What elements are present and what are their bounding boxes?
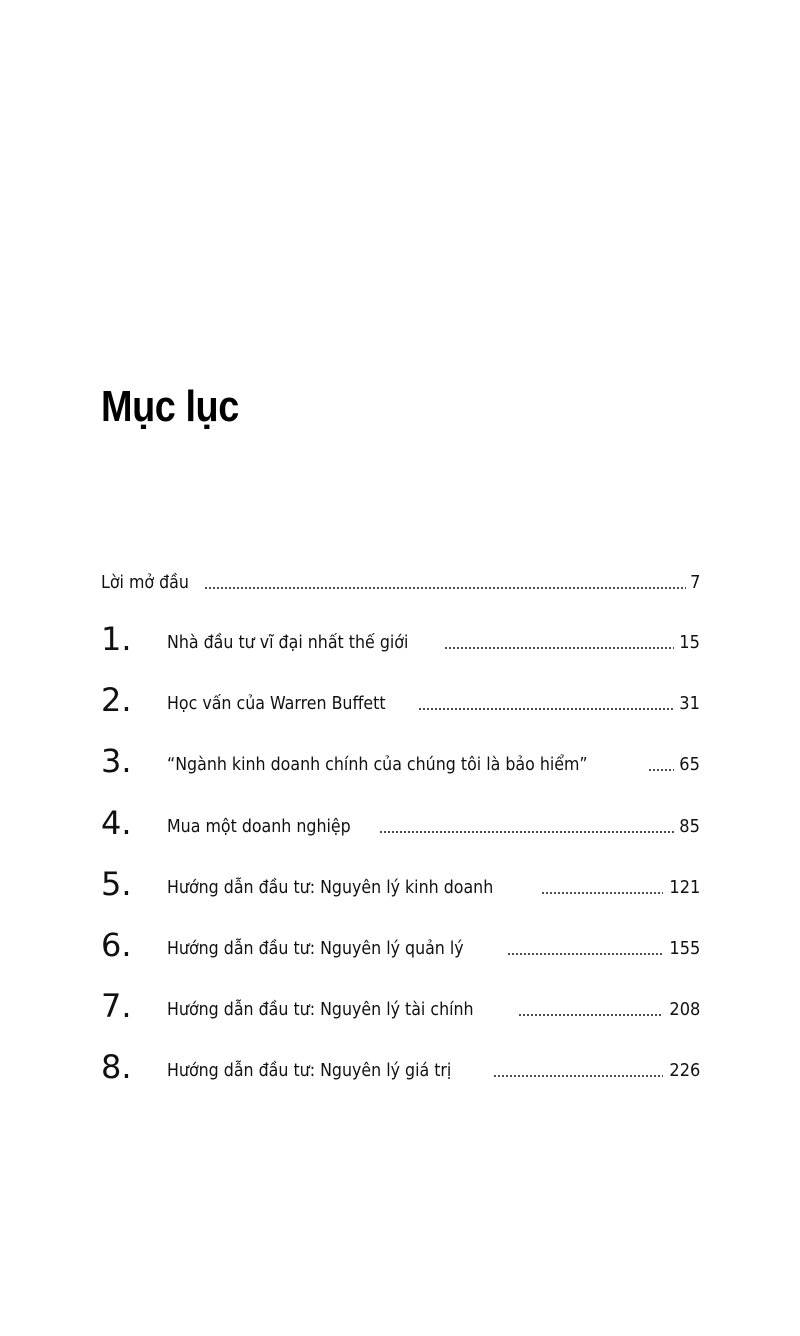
toc-entry-chapter-2[interactable] — [101, 679, 700, 719]
toc-entry-prologue[interactable] — [101, 558, 700, 598]
toc-entry-page: 85 — [679, 816, 700, 837]
toc-entry-chapter-5[interactable] — [101, 863, 700, 903]
toc-entry-label: Mua một doanh nghiệp — [167, 816, 351, 837]
chapter-number: 4. — [101, 804, 132, 842]
chapter-number: 1. — [101, 620, 132, 658]
toc-entry-page: 155 — [669, 938, 700, 959]
dot-leader — [507, 951, 663, 957]
toc-entry-chapter-8[interactable] — [101, 1046, 700, 1086]
page-title: Mục lục — [101, 382, 239, 431]
toc-entry-page: 7 — [689, 572, 700, 593]
toc-entry-page: 65 — [679, 754, 700, 775]
toc-entry-page: 15 — [679, 632, 700, 653]
dot-leader — [379, 829, 674, 835]
toc-entry-page: 121 — [669, 877, 700, 898]
toc-entry-chapter-3[interactable] — [101, 740, 700, 780]
toc-entry-page: 226 — [669, 1060, 700, 1081]
dot-leader — [493, 1073, 663, 1079]
toc-entry-chapter-4[interactable] — [101, 802, 700, 842]
chapter-number: 2. — [101, 681, 132, 719]
chapter-number: 5. — [101, 865, 132, 903]
dot-leader — [648, 767, 674, 773]
chapter-number: 6. — [101, 926, 132, 964]
toc-entry-label: Hướng dẫn đầu tư: Nguyên lý tài chính — [167, 999, 474, 1020]
chapter-number: 8. — [101, 1048, 132, 1086]
toc-entry-label: Nhà đầu tư vĩ đại nhất thế giới — [167, 632, 409, 653]
toc-entry-label: Hướng dẫn đầu tư: Nguyên lý kinh doanh — [167, 877, 494, 898]
chapter-number: 7. — [101, 987, 132, 1025]
dot-leader — [541, 890, 663, 896]
dot-leader — [518, 1012, 662, 1018]
chapter-number: 3. — [101, 742, 132, 780]
toc-entry-label: Lời mở đầu — [101, 572, 189, 593]
toc-entry-label: Hướng dẫn đầu tư: Nguyên lý giá trị — [167, 1060, 452, 1081]
dot-leader — [444, 645, 674, 651]
toc-entry-label: Hướng dẫn đầu tư: Nguyên lý quản lý — [167, 938, 464, 959]
toc-entry-chapter-1[interactable] — [101, 618, 700, 658]
toc-entry-label: Học vấn của Warren Buffett — [167, 693, 386, 714]
toc-entry-label: “Ngành kinh doanh chính của chúng tôi là bảo hiểm” — [167, 754, 588, 775]
toc-entry-page: 208 — [669, 999, 700, 1020]
toc-entry-chapter-6[interactable] — [101, 924, 700, 964]
toc-entry-page: 31 — [679, 693, 700, 714]
dot-leader — [204, 585, 686, 591]
dot-leader — [418, 706, 674, 712]
toc-entry-chapter-7[interactable] — [101, 985, 700, 1025]
